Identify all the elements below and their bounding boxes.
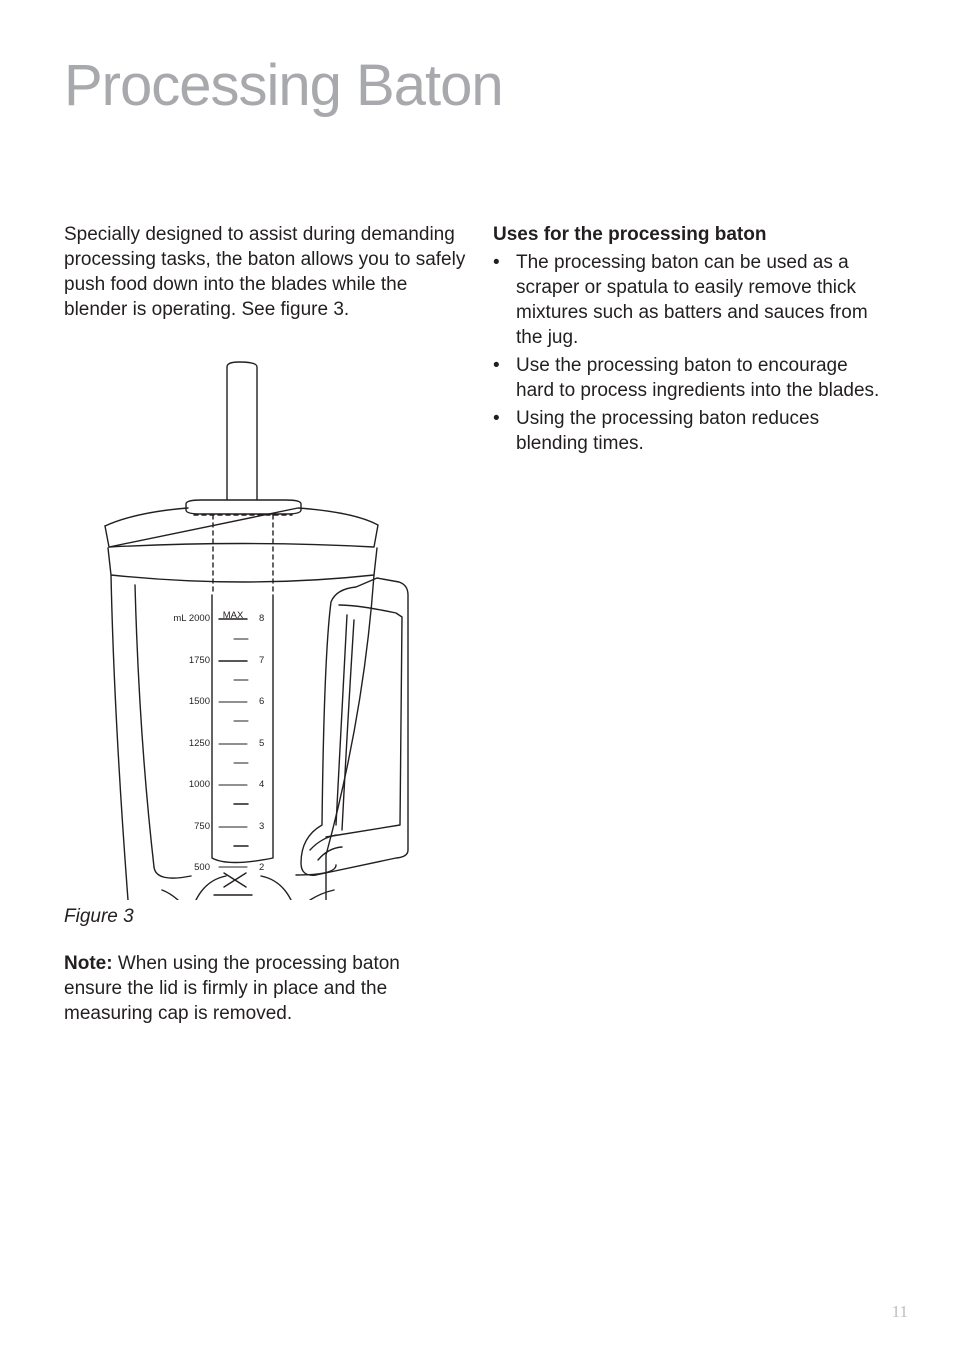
max-label: MAX <box>222 610 244 621</box>
list-item <box>493 353 888 403</box>
jug-body <box>111 575 374 900</box>
cup-mark: 4 <box>259 779 265 790</box>
cup-mark: 8 <box>259 613 265 624</box>
cup-mark: 5 <box>259 738 265 749</box>
baton-collar <box>186 500 301 514</box>
cup-mark: 3 <box>259 821 265 832</box>
uses-heading: Uses for the processing baton <box>493 224 767 245</box>
list-item-text: Use the processing baton to encourage hard to process ingredients into the blades. <box>516 355 880 401</box>
bullet-icon: • <box>493 408 500 429</box>
uses-list <box>493 250 888 459</box>
list-item <box>493 250 888 350</box>
intro-paragraph: Specially designed to assist during demanding processing tasks, the baton allows you to safely push food down into the blades while the blender is operating. See figure 3. <box>64 224 466 320</box>
bullet-icon: • <box>493 252 500 273</box>
figure-caption: Figure 3 <box>64 906 134 927</box>
cup-mark: 7 <box>259 655 265 666</box>
note-text: When using the processing baton ensure the lid is firmly in place and the measuring cap is removed. <box>64 953 400 1024</box>
blade-hints <box>196 873 291 900</box>
page-title: Processing Baton <box>64 53 503 118</box>
unit-label: mL 2000 <box>173 613 210 624</box>
list-item-text: The processing baton can be used as a scraper or spatula to easily remove thick mixtures such as batters and sauces from the jug. <box>516 252 868 348</box>
note-label: Note: <box>64 953 113 974</box>
ml-mark: 1250 <box>188 738 210 749</box>
bullet-icon: • <box>493 355 500 376</box>
ml-mark: 1750 <box>188 655 210 666</box>
ml-mark: 500 <box>194 862 210 873</box>
note-paragraph <box>64 951 424 1026</box>
baton-shaft <box>227 362 257 500</box>
cup-mark: 6 <box>259 696 265 707</box>
ml-mark: 750 <box>194 821 210 832</box>
list-item-text: Using the processing baton reduces blending times. <box>516 408 820 454</box>
scale-ticks <box>219 619 248 867</box>
page-number: 11 <box>891 1302 908 1321</box>
cup-mark: 2 <box>259 862 265 873</box>
list-item <box>493 406 888 456</box>
ml-mark: 1000 <box>188 779 210 790</box>
ml-mark: 1500 <box>188 696 210 707</box>
blender-figure <box>96 355 410 900</box>
